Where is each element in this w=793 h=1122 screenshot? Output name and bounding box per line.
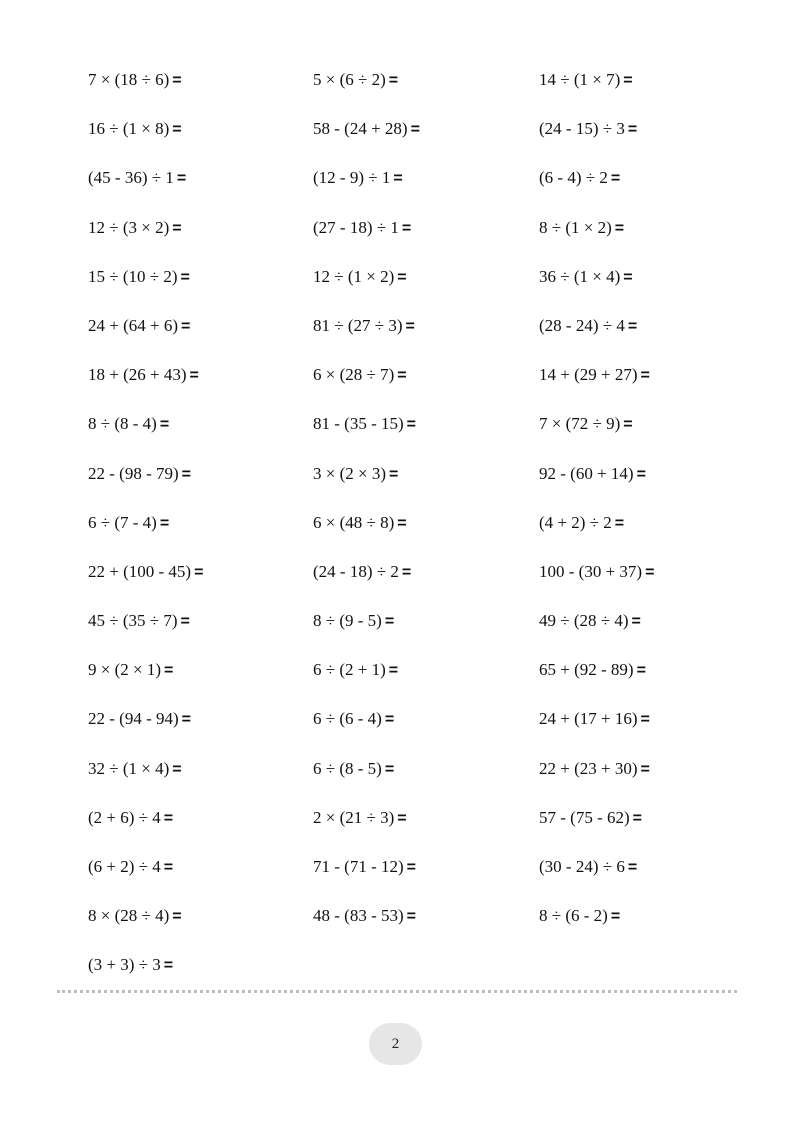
equals-sign: = — [388, 662, 399, 680]
equals-sign: = — [172, 760, 182, 778]
equals-sign: = — [631, 613, 641, 631]
problem-expression: 5 × (6 ÷ 2) — [313, 70, 386, 89]
equals-sign: = — [163, 859, 174, 876]
problem-expression: 45 ÷ (35 ÷ 7) — [88, 611, 178, 631]
math-problem — [88, 753, 313, 802]
equals-sign: = — [406, 859, 416, 876]
problem-expression: 6 ÷ (7 - 4) — [88, 512, 157, 532]
math-problem — [539, 556, 728, 605]
problem-expression: 9 × (2 × 1) — [88, 660, 161, 680]
math-problem — [313, 556, 539, 605]
equals-sign: = — [405, 317, 415, 335]
problem-expression: 32 ÷ (1 × 4) — [88, 758, 170, 778]
equals-sign: = — [610, 908, 621, 926]
math-problem — [539, 162, 728, 211]
equals-sign: = — [640, 760, 650, 778]
page-number-badge — [369, 1023, 422, 1065]
equals-sign: = — [610, 170, 621, 188]
math-problem — [539, 261, 728, 310]
math-problem — [539, 408, 728, 457]
math-problem — [539, 458, 728, 507]
problem-expression: (6 - 4) ÷ 2 — [539, 168, 608, 188]
problem-expression: 7 × (18 ÷ 6) — [88, 70, 170, 89]
equals-sign: = — [640, 711, 650, 729]
math-problem — [313, 507, 539, 556]
equals-sign: = — [636, 465, 646, 483]
equals-sign: = — [181, 711, 191, 729]
problem-expression: 8 ÷ (1 × 2) — [539, 217, 612, 237]
equals-sign: = — [159, 416, 170, 434]
problem-expression: 81 ÷ (27 ÷ 3) — [313, 315, 403, 335]
equals-sign: = — [397, 809, 407, 827]
problem-expression: 8 ÷ (8 - 4) — [88, 414, 157, 434]
problem-expression: 65 + (92 - 89) — [539, 660, 634, 680]
equals-sign: = — [410, 121, 420, 139]
math-problem — [313, 458, 539, 507]
problem-expression: 12 ÷ (3 × 2) — [88, 217, 170, 237]
equals-sign: = — [194, 563, 204, 581]
math-problem — [88, 261, 313, 310]
problem-expression: (28 - 24) ÷ 4 — [539, 315, 625, 335]
math-problem — [313, 212, 539, 261]
problem-expression: 22 + (100 - 45) — [88, 561, 192, 581]
equals-sign: = — [163, 957, 174, 975]
problem-expression: (27 - 18) ÷ 1 — [313, 217, 399, 237]
equals-sign: = — [614, 219, 625, 237]
math-problem — [88, 703, 313, 752]
math-problem — [88, 556, 313, 605]
equals-sign: = — [172, 219, 182, 237]
math-problem — [88, 900, 313, 949]
problem-expression: 81 - (35 - 15) — [313, 414, 404, 434]
problem-expression: 15 ÷ (10 ÷ 2) — [88, 266, 178, 286]
math-problem — [313, 753, 539, 802]
problem-expression: (6 + 2) ÷ 4 — [88, 857, 161, 876]
equals-sign: = — [627, 121, 638, 139]
problem-expression: 8 × (28 ÷ 4) — [88, 906, 170, 926]
equals-sign: = — [163, 809, 174, 827]
problem-expression: (12 - 9) ÷ 1 — [313, 168, 391, 188]
math-problem — [539, 654, 728, 703]
equals-sign: = — [180, 613, 190, 631]
math-problem — [539, 851, 728, 900]
math-problem — [88, 851, 313, 900]
equals-sign: = — [172, 72, 182, 89]
math-problem — [313, 654, 539, 703]
equals-sign: = — [181, 317, 191, 335]
math-problem — [88, 310, 313, 359]
math-problem — [313, 113, 539, 162]
math-problem — [313, 605, 539, 654]
dotted-divider — [57, 990, 737, 993]
math-problem — [88, 64, 313, 113]
problem-expression: 22 - (98 - 79) — [88, 463, 179, 483]
math-problem — [313, 64, 539, 113]
problem-expression: 6 ÷ (8 - 5) — [313, 758, 382, 778]
problem-expression: 8 ÷ (6 - 2) — [539, 906, 608, 926]
equals-sign: = — [406, 416, 416, 434]
problem-expression: (4 + 2) ÷ 2 — [539, 512, 612, 532]
equals-sign: = — [623, 416, 633, 434]
math-problem — [313, 851, 539, 900]
equals-sign: = — [384, 613, 395, 631]
problem-expression: 24 + (17 + 16) — [539, 709, 638, 729]
equals-sign: = — [401, 563, 412, 581]
equals-sign: = — [401, 219, 412, 237]
math-problem — [88, 212, 313, 261]
problem-expression: (24 - 18) ÷ 2 — [313, 561, 399, 581]
problem-expression: 14 + (29 + 27) — [539, 365, 638, 385]
math-problem — [539, 507, 728, 556]
equals-sign: = — [640, 367, 650, 385]
math-problem — [88, 113, 313, 162]
equals-sign: = — [623, 72, 633, 89]
problem-expression: 18 + (26 + 43) — [88, 365, 187, 385]
math-problem — [539, 212, 728, 261]
equals-sign: = — [181, 465, 191, 483]
problem-expression: 49 ÷ (28 ÷ 4) — [539, 611, 629, 631]
equals-sign: = — [627, 859, 638, 876]
equals-sign: = — [180, 268, 190, 286]
equals-sign: = — [397, 268, 407, 286]
problem-expression: (24 - 15) ÷ 3 — [539, 119, 625, 139]
problem-expression: 7 × (72 ÷ 9) — [539, 414, 621, 434]
problem-expression: 71 - (71 - 12) — [313, 857, 404, 876]
problem-expression: 6 × (48 ÷ 8) — [313, 512, 395, 532]
equals-sign: = — [172, 908, 182, 926]
problem-expression: 58 - (24 + 28) — [313, 119, 408, 139]
math-problem — [88, 654, 313, 703]
equals-sign: = — [384, 760, 395, 778]
problem-expression: (45 - 36) ÷ 1 — [88, 168, 174, 188]
equals-sign: = — [614, 514, 625, 532]
math-problem — [539, 113, 728, 162]
math-problem — [88, 359, 313, 408]
equals-sign: = — [189, 367, 199, 385]
math-problem — [539, 802, 728, 851]
math-problem — [539, 310, 728, 359]
problem-expression: 2 × (21 ÷ 3) — [313, 807, 395, 827]
math-problem — [313, 359, 539, 408]
math-problem — [313, 162, 539, 211]
equals-sign: = — [164, 662, 174, 680]
equals-sign: = — [384, 711, 395, 729]
math-problem — [539, 64, 728, 113]
math-problem — [313, 408, 539, 457]
equals-sign: = — [406, 908, 416, 926]
problem-expression: 57 - (75 - 62) — [539, 807, 630, 827]
math-problem — [88, 408, 313, 457]
problem-expression: 6 ÷ (2 + 1) — [313, 660, 386, 680]
problem-expression: (3 + 3) ÷ 3 — [88, 955, 161, 975]
equals-sign: = — [632, 809, 642, 827]
math-problem — [88, 802, 313, 851]
problem-expression: 48 - (83 - 53) — [313, 906, 404, 926]
equals-sign: = — [623, 268, 633, 286]
math-problem — [313, 900, 539, 949]
equals-sign: = — [636, 662, 646, 680]
math-problem — [88, 507, 313, 556]
problem-expression: 12 ÷ (1 × 2) — [313, 266, 395, 286]
equals-sign: = — [397, 367, 407, 385]
problem-expression: 8 ÷ (9 - 5) — [313, 611, 382, 631]
problem-expression: 14 ÷ (1 × 7) — [539, 70, 621, 89]
math-problem — [539, 605, 728, 654]
problem-expression: (30 - 24) ÷ 6 — [539, 857, 625, 876]
problem-grid — [88, 64, 728, 999]
problem-expression: 24 + (64 + 6) — [88, 315, 178, 335]
equals-sign: = — [176, 170, 187, 188]
equals-sign: = — [627, 317, 638, 335]
math-problem — [539, 359, 728, 408]
equals-sign: = — [397, 514, 407, 532]
problem-expression: 22 - (94 - 94) — [88, 709, 179, 729]
equals-sign: = — [159, 514, 170, 532]
math-problem — [88, 605, 313, 654]
math-problem — [313, 310, 539, 359]
problem-expression: 16 ÷ (1 × 8) — [88, 119, 170, 139]
equals-sign: = — [388, 72, 399, 89]
equals-sign: = — [393, 170, 403, 188]
math-problem — [539, 753, 728, 802]
problem-expression: 6 × (28 ÷ 7) — [313, 365, 395, 385]
problem-expression: 22 + (23 + 30) — [539, 758, 638, 778]
equals-sign: = — [389, 465, 399, 483]
problem-expression: 92 - (60 + 14) — [539, 463, 634, 483]
problem-expression: 3 × (2 × 3) — [313, 463, 386, 483]
math-problem — [88, 458, 313, 507]
math-problem — [539, 703, 728, 752]
math-problem — [313, 261, 539, 310]
problem-expression: 100 - (30 + 37) — [539, 561, 643, 581]
problem-expression: 6 ÷ (6 - 4) — [313, 709, 382, 729]
math-problem — [313, 703, 539, 752]
equals-sign: = — [172, 121, 182, 139]
problem-expression: 36 ÷ (1 × 4) — [539, 266, 621, 286]
equals-sign: = — [645, 563, 655, 581]
math-problem — [539, 900, 728, 949]
problem-expression: (2 + 6) ÷ 4 — [88, 807, 161, 827]
math-problem — [88, 162, 313, 211]
page-number: 2 — [391, 1035, 400, 1052]
math-problem — [313, 802, 539, 851]
